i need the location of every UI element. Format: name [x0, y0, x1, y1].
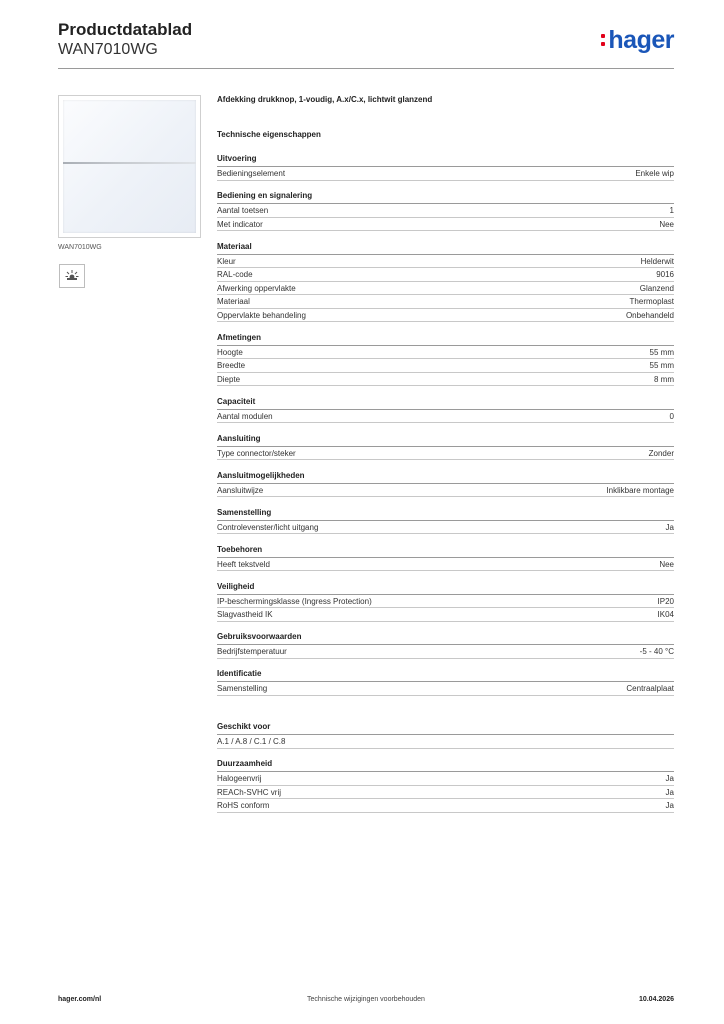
spec-value: IK04	[657, 610, 674, 619]
spec-sections	[217, 153, 674, 696]
section-title: Identificatie	[217, 668, 674, 682]
spec-value: Onbehandeld	[625, 310, 674, 320]
spec-value: Ja	[665, 522, 674, 532]
spec-label: Controlevenster/licht uitgang	[217, 522, 319, 532]
spec-row	[217, 447, 674, 461]
spec-label: Met indicator	[217, 219, 263, 229]
spec-value: Thermoplast	[629, 297, 674, 306]
section-title: Gebruiksvoorwaarden	[217, 631, 674, 645]
spec-section	[217, 332, 674, 387]
spec-label: Oppervlakte behandeling	[217, 310, 306, 320]
spec-row	[217, 268, 674, 282]
spec-label: Afwerking oppervlakte	[217, 283, 296, 293]
spec-label: Diepte	[217, 374, 241, 384]
footer-date: 10.04.2026	[638, 996, 674, 1003]
spec-value: Nee	[659, 559, 674, 569]
section-title: Geschikt voor	[217, 721, 674, 735]
spec-label: Breedte	[217, 361, 246, 370]
spec-row	[217, 799, 674, 813]
brand-logo	[601, 26, 674, 55]
spec-section	[217, 721, 674, 749]
spec-value: Enkele wip	[635, 169, 674, 178]
spec-row	[217, 595, 674, 609]
spec-content	[217, 94, 674, 822]
spec-label: Bedieningselement	[217, 169, 286, 178]
spec-value: Inklikbare montage	[606, 485, 674, 495]
logo-text: hager	[608, 26, 674, 54]
spec-row	[217, 484, 674, 498]
spec-row	[217, 359, 674, 373]
spec-row	[217, 346, 674, 360]
spec-label: Kleur	[217, 256, 236, 266]
spec-label: Slagvastheid IK	[217, 610, 273, 619]
spec-label: REACh-SVHC vrij	[217, 787, 282, 797]
spec-row	[217, 735, 674, 749]
spec-value: -5 - 40 °C	[639, 647, 674, 656]
switch-plate-graphic	[63, 100, 196, 233]
spec-value: Nee	[659, 219, 674, 229]
spec-label: Hoogte	[217, 347, 243, 357]
section-title: Uitvoering	[217, 153, 674, 167]
spec-label: Bedrijfstemperatuur	[217, 647, 287, 656]
spec-section	[217, 631, 674, 659]
spec-value: Ja	[665, 774, 674, 783]
spec-row	[217, 309, 674, 323]
product-code: WAN7010WG	[58, 41, 158, 58]
lamp-icon	[59, 264, 85, 288]
spec-label: RoHS conform	[217, 801, 270, 810]
logo-dots-icon	[601, 33, 605, 47]
spec-row	[217, 167, 674, 181]
spec-row	[217, 521, 674, 535]
spec-row	[217, 558, 674, 572]
spec-label: RAL-code	[217, 270, 253, 279]
spec-label: Samenstelling	[217, 684, 268, 693]
spec-value: Ja	[665, 787, 674, 797]
footer-notice: Technische wijzigingen voorbehouden	[307, 996, 425, 1003]
spec-row	[217, 786, 674, 800]
spec-section	[217, 668, 674, 696]
spec-row	[217, 282, 674, 296]
spec-value: IP20	[657, 596, 674, 606]
spec-row	[217, 772, 674, 786]
section-title: Capaciteit	[217, 396, 674, 410]
section-title: Aansluiting	[217, 433, 674, 447]
spec-section	[217, 507, 674, 535]
spec-row	[217, 295, 674, 309]
spec-value: Ja	[665, 801, 674, 810]
spec-row	[217, 608, 674, 622]
spec-section	[217, 758, 674, 813]
spec-label: Type connector/steker	[217, 448, 296, 458]
spec-label: A.1 / A.8 / C.1 / C.8	[217, 737, 286, 746]
spec-label: Heeft tekstveld	[217, 559, 270, 569]
spec-row	[217, 255, 674, 269]
section-title: Toebehoren	[217, 544, 674, 558]
spec-label: Aansluitwijze	[217, 485, 264, 495]
image-caption: WAN7010WG	[58, 244, 102, 251]
spec-label: Aantal toetsen	[217, 206, 269, 215]
spec-label: Materiaal	[217, 297, 250, 306]
spec-row	[217, 204, 674, 218]
spec-section	[217, 153, 674, 181]
spacer	[217, 705, 674, 721]
spec-value: Centraalplaat	[626, 684, 674, 693]
product-description: Afdekking drukknop, 1-voudig, A.x/C.x, lichtwit glanzend	[217, 95, 433, 104]
spec-row	[217, 410, 674, 424]
spec-value: Glanzend	[639, 283, 674, 293]
spec-section	[217, 581, 674, 622]
page-header	[58, 20, 674, 66]
spec-label: Aantal modulen	[217, 411, 273, 421]
spec-value: Zonder	[648, 448, 674, 458]
spec-value: Helderwit	[640, 256, 674, 266]
spec-value: 9016	[656, 270, 674, 279]
section-title: Afmetingen	[217, 332, 674, 346]
section-title: Bediening en signalering	[217, 190, 674, 204]
spec-row	[217, 645, 674, 659]
product-image	[58, 95, 201, 238]
page-title: Productdatablad	[58, 20, 193, 39]
spec-row	[217, 218, 674, 232]
section-title: Aansluitmogelijkheden	[217, 470, 674, 484]
spec-section	[217, 241, 674, 323]
spec-label: IP-beschermingsklasse (Ingress Protection)	[217, 596, 372, 606]
section-title: Duurzaamheid	[217, 758, 674, 772]
spec-row	[217, 682, 674, 696]
spec-value: 0	[669, 411, 674, 421]
section-title: Veiligheid	[217, 581, 674, 595]
spec-section	[217, 433, 674, 461]
section-title: Samenstelling	[217, 507, 674, 521]
spec-value: 1	[669, 206, 674, 215]
spec-value: 55 mm	[649, 361, 674, 370]
tech-title: Technische eigenschappen	[217, 130, 321, 139]
extra-sections	[217, 721, 674, 813]
plate-indicator-line	[63, 162, 196, 164]
page-footer	[58, 996, 674, 1008]
spec-label: Halogeenvrij	[217, 774, 262, 783]
spec-section	[217, 396, 674, 424]
spec-value: 8 mm	[654, 374, 674, 384]
spec-row	[217, 373, 674, 387]
section-title: Materiaal	[217, 241, 674, 255]
header-divider	[58, 68, 674, 69]
spec-section	[217, 544, 674, 572]
spec-section	[217, 470, 674, 498]
spec-section	[217, 190, 674, 231]
footer-website: hager.com/nl	[58, 996, 102, 1003]
spec-value: 55 mm	[649, 347, 674, 357]
